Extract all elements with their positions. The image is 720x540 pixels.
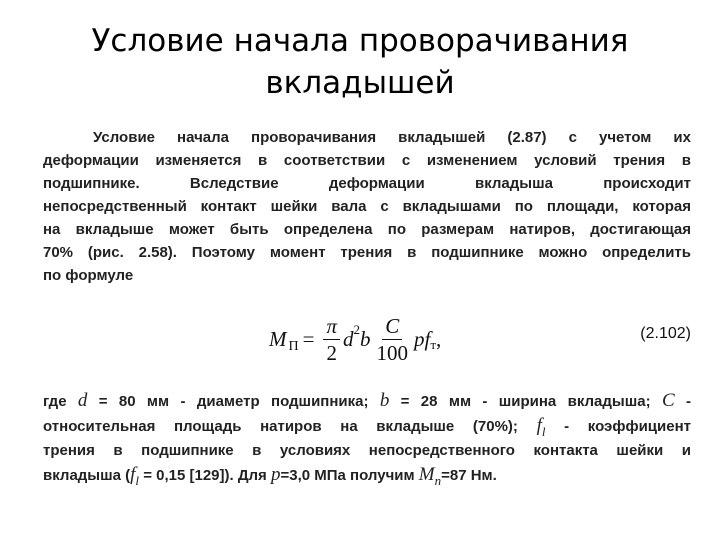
slide-title-line-2: вкладышей	[265, 65, 455, 101]
var-m: M	[418, 464, 435, 485]
var-f-subscript: l	[541, 424, 546, 439]
where-text: относительная площадь натиров на вкладыше (70%);	[43, 418, 537, 435]
where-line-2	[43, 414, 691, 439]
where-line-1	[43, 389, 691, 414]
formula-lhs-subscript: П	[288, 339, 299, 354]
formula-d: d	[343, 326, 354, 351]
formula-pf-subscript: т	[430, 337, 437, 352]
var-b: b	[379, 390, 390, 411]
fraction-denominator: 100	[376, 340, 408, 365]
where-line-3: трения в подшипнике в условиях непосредственного контакта шейки и	[43, 442, 691, 459]
where-text: где	[43, 393, 78, 410]
fraction-numerator: π	[323, 314, 340, 340]
formula-b: b	[360, 326, 371, 351]
paragraph-line: деформации изменяется в соответствии с изменением условий трения в	[43, 152, 691, 169]
slide-title	[40, 20, 680, 104]
where-text: =3,0 МПа получим	[280, 467, 419, 484]
var-f: f	[130, 464, 136, 485]
formula-equals: =	[302, 326, 315, 351]
formula-lhs: M	[269, 326, 287, 351]
equation-number: (2.102)	[640, 325, 691, 342]
fraction-denominator: 2	[326, 340, 337, 365]
var-f: f	[536, 415, 542, 436]
paragraph-line: на вкладыше может быть определена по размерам натиров, достигающая	[43, 221, 691, 238]
where-text: - коэффициент	[545, 418, 691, 435]
fraction-pi-over-2	[323, 314, 340, 365]
var-d: d	[77, 390, 88, 411]
var-c: C	[661, 390, 675, 411]
where-text: = 80 мм - диаметр подшипника;	[87, 393, 380, 410]
where-line-4	[43, 463, 691, 488]
intro-paragraph	[43, 126, 691, 287]
slide-title-line-1: Условие начала проворачивания	[91, 23, 629, 59]
where-text: = 28 мм - ширина вкладыша;	[389, 393, 662, 410]
paragraph-line: подшипнике. Вследствие деформации вкладыша происходит	[43, 175, 691, 192]
where-text: = 0,15 [129]). Для	[139, 467, 271, 484]
scanned-text-block	[43, 126, 691, 488]
where-paragraph	[43, 389, 691, 488]
formula-pf: pf	[414, 326, 431, 351]
friction-moment-formula	[269, 301, 441, 377]
var-m-subscript: п	[434, 473, 442, 488]
where-text: -	[674, 393, 691, 410]
var-p: p	[270, 464, 281, 485]
paragraph-line: непосредственный контакт шейки вала с вкладышами по площади, которая	[43, 198, 691, 215]
formula-comma: ,	[436, 326, 442, 351]
paragraph-line: по формуле	[43, 267, 134, 284]
fraction-c-over-100	[374, 314, 412, 365]
paragraph-line: Условие начала проворачивания вкладышей (2.87) с учетом их	[93, 129, 691, 146]
paragraph-line: 70% (рис. 2.58). Поэтому момент трения в подшипнике можно определить	[43, 244, 691, 261]
fraction-numerator: C	[382, 314, 402, 340]
var-f-subscript: l	[135, 473, 140, 488]
where-text: вкладыша (	[43, 467, 131, 484]
where-text: =87 Нм.	[441, 467, 497, 484]
formula-row	[43, 301, 691, 377]
formula-d-exponent: 2	[353, 322, 360, 337]
